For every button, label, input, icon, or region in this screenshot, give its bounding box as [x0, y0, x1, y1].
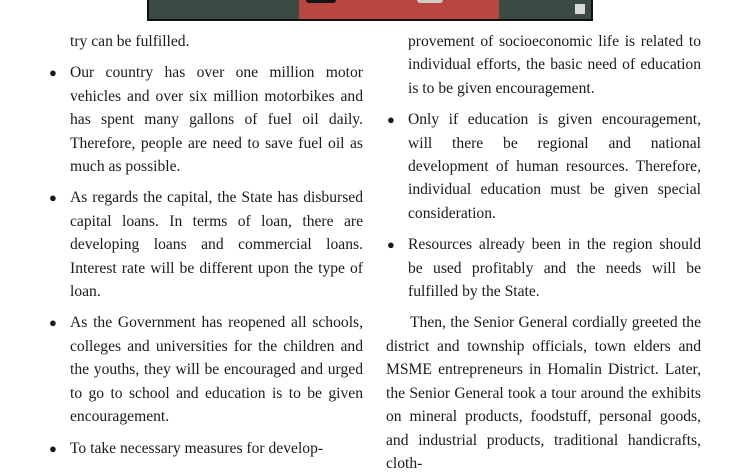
- bullet-icon: ●: [49, 315, 57, 331]
- list-item: [386, 108, 701, 225]
- left-bullet-list: [48, 61, 363, 460]
- light-shoe: [417, 0, 443, 3]
- bullet-text: To take necessary measures for develop-: [70, 439, 324, 457]
- dark-shoe: [306, 0, 336, 3]
- event-photo: [147, 0, 593, 21]
- list-item: [386, 233, 701, 303]
- bullet-icon: ●: [49, 190, 57, 206]
- bullet-text: Resources already been in the region should be used profitably and the needs will be fulfilled by the State.: [408, 236, 701, 301]
- list-item: [48, 311, 363, 428]
- bullet-icon: ●: [387, 112, 395, 128]
- body-paragraph: Then, the Senior General cordially greeted the district and township officials, town elders and MSME entrepreneurs in Homalin District. Later, the Senior General took a tour around the exhibits on mineral products, foodstuff, personal goods, and industrial products, traditional handicrafts, cloth-: [386, 314, 701, 472]
- bullet-icon: ●: [49, 440, 57, 456]
- red-carpet: [299, 0, 499, 21]
- bullet-text: As the Government has reopened all schools, colleges and universities for the children and the youths, they will be encouraged and urged to go to school and education is to be given encouragement.: [70, 314, 363, 426]
- left-column: [48, 30, 363, 460]
- bullet-text: Only if education is given encouragement, will there be regional and national development of human resources. Therefore, individual education must be given special consideration.: [408, 111, 701, 222]
- left-continuation-text: try can be fulfilled.: [70, 33, 190, 50]
- right-bullet-list: [386, 108, 701, 303]
- bullet-icon: ●: [387, 237, 395, 253]
- bullet-icon: ●: [49, 65, 57, 81]
- bullet-text: Our country has over one million motor vehicles and over six million motorbikes and has spent many gallons of fuel oil daily. Therefore, people are need to save fuel oil as much as possible.: [70, 64, 363, 176]
- bullet-text: As regards the capital, the State has disbursed capital loans. In terms of loan, there are developing loans and commercial loans. Interest rate will be different upon the type of loan.: [70, 189, 363, 301]
- list-item: [48, 61, 363, 178]
- photo-corner-object: [575, 4, 585, 14]
- list-item: [48, 186, 363, 303]
- list-item: [48, 437, 363, 460]
- right-continuation-text: provement of socioeconomic life is related to individual efforts, the basic need of education is to be given encouragement.: [408, 33, 701, 97]
- right-column: [386, 30, 701, 475]
